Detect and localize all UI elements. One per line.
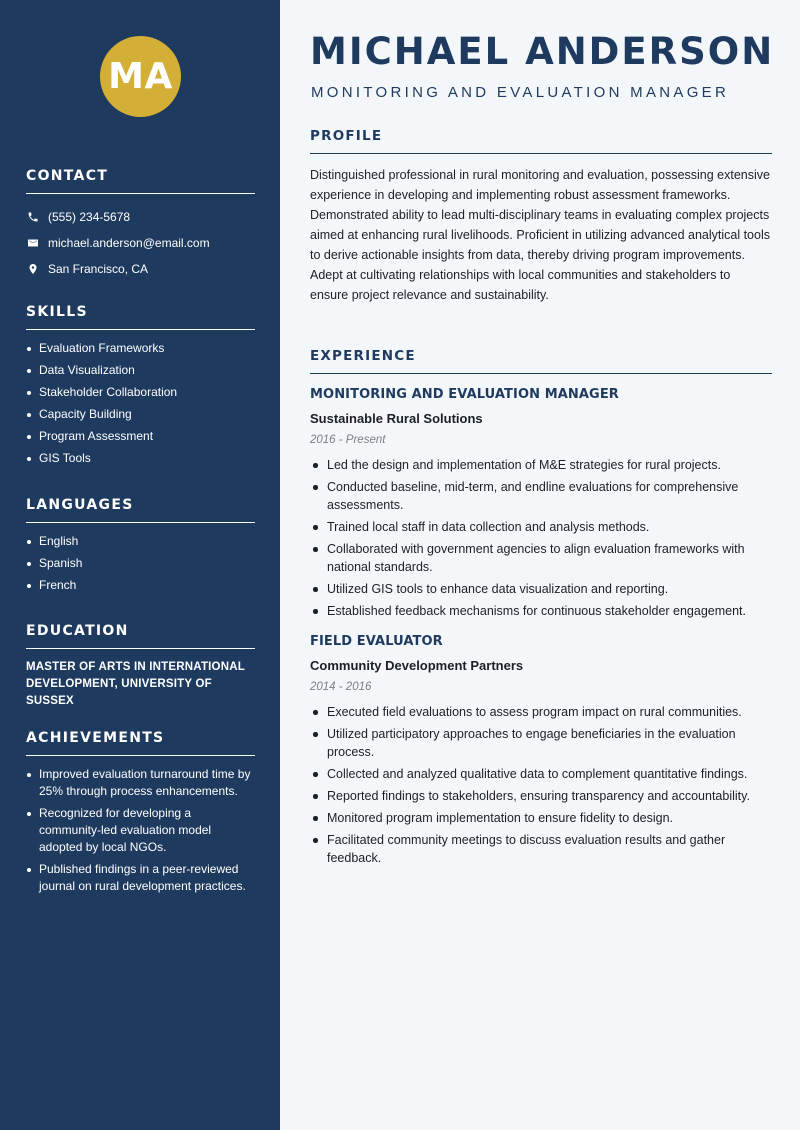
languages-heading: LANGUAGES	[26, 497, 255, 523]
skills-list	[26, 340, 255, 467]
job-duties	[310, 703, 772, 867]
skill-item: Evaluation Frameworks	[26, 340, 255, 357]
contact-section	[26, 168, 255, 282]
duty-item: Led the design and implementation of M&E strategies for rural projects.	[310, 456, 772, 474]
phone-icon	[26, 211, 39, 224]
achievements-heading: ACHIEVEMENTS	[26, 730, 255, 756]
job-duties	[310, 456, 772, 620]
job-dates: 2016 - Present	[310, 434, 386, 446]
candidate-name: MICHAEL ANDERSON	[310, 30, 775, 73]
duty-item: Collaborated with government agencies to align evaluation frameworks with national standards.	[310, 540, 772, 576]
company-name: Sustainable Rural Solutions	[310, 411, 483, 426]
phone-text: (555) 234-5678	[48, 210, 131, 224]
contact-email	[26, 230, 255, 256]
duty-item: Monitored program implementation to ensure fidelity to design.	[310, 809, 772, 827]
experience-heading: EXPERIENCE	[310, 348, 772, 374]
job-dates: 2014 - 2016	[310, 681, 372, 693]
contact-list	[26, 204, 255, 282]
location-pin-icon	[26, 263, 39, 276]
sidebar	[0, 0, 280, 1130]
achievements-section	[26, 730, 255, 900]
job-title: MONITORING AND EVALUATION MANAGER	[310, 387, 619, 402]
achievements-list	[26, 766, 255, 895]
duty-item: Collected and analyzed qualitative data to complement quantitative findings.	[310, 765, 772, 783]
duty-item: Utilized GIS tools to enhance data visualization and reporting.	[310, 580, 772, 598]
languages-section	[26, 497, 255, 599]
achievement-item: Recognized for developing a community-led evaluation model adopted by local NGOs.	[26, 805, 255, 856]
duty-item: Established feedback mechanisms for continuous stakeholder engagement.	[310, 602, 772, 620]
duty-item: Executed field evaluations to assess program impact on rural communities.	[310, 703, 772, 721]
contact-location	[26, 256, 255, 282]
job-title: FIELD EVALUATOR	[310, 634, 443, 649]
skills-section	[26, 304, 255, 472]
duty-item: Utilized participatory approaches to engage beneficiaries in the evaluation process.	[310, 725, 772, 761]
profile-section	[310, 128, 772, 305]
achievement-item: Published findings in a peer-reviewed journal on rural development practices.	[26, 861, 255, 895]
skill-item: GIS Tools	[26, 450, 255, 467]
email-icon	[26, 237, 39, 250]
company-name: Community Development Partners	[310, 658, 524, 673]
profile-heading: PROFILE	[310, 128, 772, 154]
language-item: English	[26, 533, 255, 550]
language-item: French	[26, 577, 255, 594]
contact-phone	[26, 204, 255, 230]
education-entry: MASTER OF ARTS IN INTERNATIONAL DEVELOPMENT, UNIVERSITY OF SUSSEX	[26, 661, 245, 707]
education-section	[26, 623, 255, 710]
duty-item: Reported findings to stakeholders, ensuring transparency and accountability.	[310, 787, 772, 805]
skill-item: Data Visualization	[26, 362, 255, 379]
location-text: San Francisco, CA	[48, 262, 149, 276]
achievement-item: Improved evaluation turnaround time by 25% through process enhancements.	[26, 766, 255, 800]
job-entry	[310, 634, 772, 867]
avatar: MA	[100, 36, 181, 117]
languages-list	[26, 533, 255, 594]
duty-item: Facilitated community meetings to discuss evaluation results and gather feedback.	[310, 831, 772, 867]
duty-item: Conducted baseline, mid-term, and endline evaluations for comprehensive assessments.	[310, 478, 772, 514]
contact-heading: CONTACT	[26, 168, 255, 194]
language-item: Spanish	[26, 555, 255, 572]
email-text: michael.anderson@email.com	[48, 236, 210, 250]
skill-item: Capacity Building	[26, 406, 255, 423]
profile-summary: Distinguished professional in rural monitoring and evaluation, possessing extensive experience in developing and implementing robust assessment frameworks. Demonstrated ability to lead multi-disciplinary teams in evaluating complex projects aimed at enhancing rural livelihoods. Proficient in utilizing advanced analytical tools to derive actionable insights from data, thereby driving program improvements. Adept at cultivating relationships with local communities and stakeholders to ensure project relevance and sustainability.	[310, 168, 770, 302]
skill-item: Stakeholder Collaboration	[26, 384, 255, 401]
experience-section	[310, 348, 772, 871]
job-entry	[310, 387, 772, 620]
duty-item: Trained local staff in data collection and analysis methods.	[310, 518, 772, 536]
candidate-title: MONITORING AND EVALUATION MANAGER	[311, 84, 730, 101]
education-heading: EDUCATION	[26, 623, 255, 649]
skills-heading: SKILLS	[26, 304, 255, 330]
skill-item: Program Assessment	[26, 428, 255, 445]
